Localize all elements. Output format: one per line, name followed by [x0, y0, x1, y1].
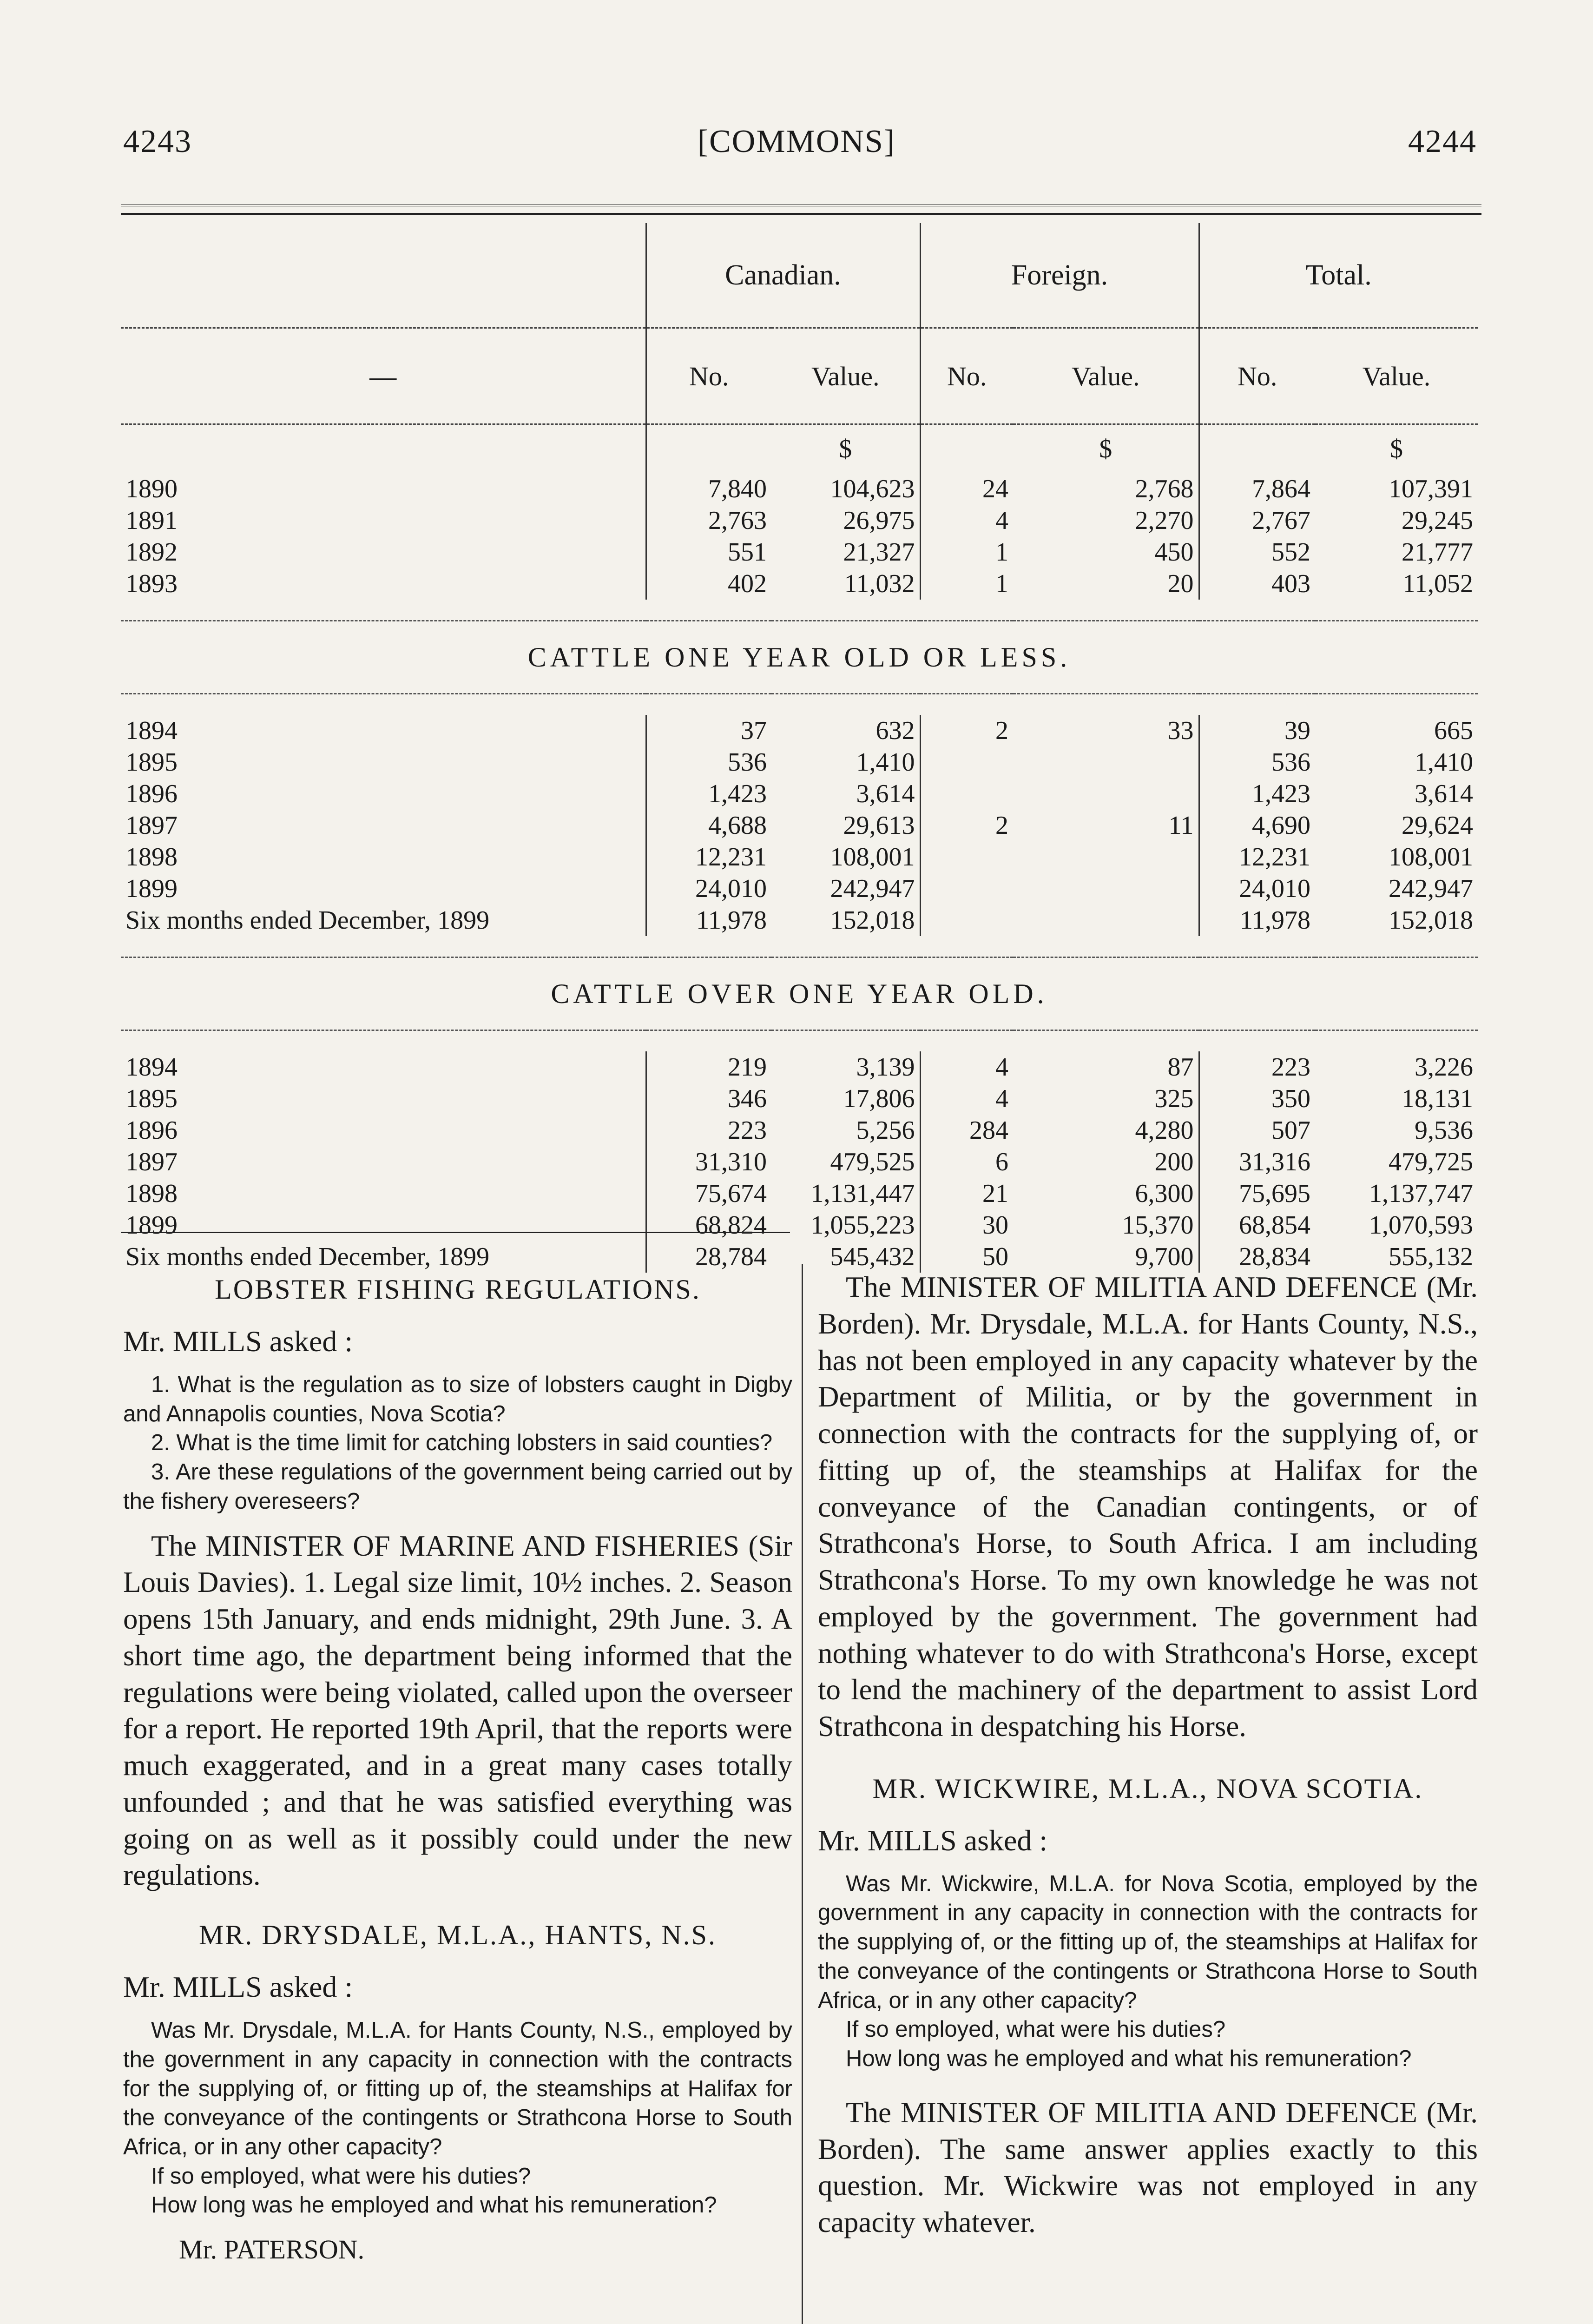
table-cell: 24,010: [646, 873, 771, 905]
table-cell: 1,131,447: [810, 1179, 915, 1208]
table-cell: 30: [920, 1209, 1013, 1241]
right-column: [818, 1255, 1478, 2241]
table-cell: 31,316: [1199, 1146, 1315, 1178]
row-label: Six months ended December, 1899: [125, 906, 490, 935]
table-cell: 11: [1168, 811, 1194, 840]
table-cell: 11,032: [844, 569, 915, 598]
table-cell: 20: [1167, 569, 1194, 598]
table-cell: 37: [646, 715, 771, 746]
table-cell: 75,674: [646, 1178, 771, 1209]
table-cell: 75,695: [1199, 1178, 1315, 1209]
table-row: [121, 778, 1478, 810]
table-cell: 4,280: [1135, 1116, 1194, 1145]
table-cell: 223: [646, 1115, 771, 1146]
table-cell: 7,840: [646, 473, 771, 505]
table-cell: 68,824: [646, 1209, 771, 1241]
table-cell: [1013, 778, 1199, 810]
table-cell: 6,300: [1135, 1179, 1194, 1208]
table-cell: 552: [1199, 536, 1315, 568]
table-cell: 1,423: [646, 778, 771, 810]
table-cell: 24: [920, 473, 1013, 505]
page-number-left: 4243: [123, 124, 192, 159]
left-column: [123, 1255, 792, 2277]
table-cell: 107,391: [1389, 475, 1473, 503]
table-cell: 2,767: [1199, 505, 1315, 536]
table-cell: 104,623: [830, 475, 915, 503]
table-row: [121, 1051, 1478, 1083]
table-cell: 507: [1199, 1115, 1315, 1146]
table-row: [121, 715, 1478, 746]
table-cell: 632: [875, 716, 915, 745]
table-cell: 29,624: [1402, 811, 1473, 840]
row-label: 1895: [125, 1084, 178, 1113]
row-label: 1899: [125, 1211, 178, 1240]
table-cell: 7,864: [1199, 473, 1315, 505]
table-cell: 1,410: [856, 748, 915, 777]
table-cell: 325: [1154, 1084, 1194, 1113]
question-wickwire-1: Was Mr. Wickwire, M.L.A. for Nova Scotia, employed by the government in any capacity in connection with the contracts for the supplying of, or the fitting up of, the steamships at Halifax for the conveyance of the contingents or Strathcona Horse to South Africa, or in any other capacity?: [818, 1871, 1478, 2013]
table-cell: [920, 873, 1013, 905]
table-cell: 350: [1199, 1083, 1315, 1115]
table-cell: 4: [920, 1051, 1013, 1083]
cattle-import-table: [121, 223, 1478, 1273]
table-row: [121, 1115, 1478, 1146]
table-cell: 68,854: [1199, 1209, 1315, 1241]
table-cell: 4,688: [646, 810, 771, 841]
table-cell: 1: [920, 536, 1013, 568]
militia-answer-wickwire: The MINISTER OF MILITIA AND DEFENCE (Mr. Borden). The same answer applies exactly to this question. Mr. Wickwire was not employed in any capacity whatever.: [818, 2096, 1478, 2239]
foreign-header: Foreign.: [920, 223, 1199, 328]
table-row: [121, 473, 1478, 505]
table-cell: 2,270: [1135, 506, 1194, 535]
table-cell: 200: [1154, 1148, 1194, 1176]
table-cell: 284: [920, 1115, 1013, 1146]
table-cell: [1013, 746, 1199, 778]
table-row: [121, 536, 1478, 568]
currency-mark: $: [1390, 435, 1403, 463]
table-cell: 108,001: [830, 843, 915, 872]
table-cell: 665: [1434, 716, 1473, 745]
table-row: [121, 905, 1478, 936]
spacer-row: [121, 694, 1478, 715]
row-label: 1895: [125, 748, 178, 777]
table-cell: 152,018: [830, 906, 915, 935]
table-cell: 15,370: [1122, 1211, 1194, 1240]
row-label: 1894: [125, 716, 178, 745]
table-cell: [1013, 841, 1199, 873]
table-cell: 28,834: [1199, 1241, 1315, 1273]
table-sub-header: [121, 328, 1478, 424]
table-cell: 450: [1154, 538, 1194, 567]
table-row: [121, 568, 1478, 600]
question-wickwire-2: If so employed, what were his duties?: [846, 2017, 1226, 2042]
table-cell: 31,310: [646, 1146, 771, 1178]
table-cell: [920, 841, 1013, 873]
wickwire-questions: [818, 1869, 1478, 2073]
table-cell: 11,052: [1402, 569, 1473, 598]
table-cell: 4: [920, 505, 1013, 536]
row-label: 1898: [125, 843, 178, 872]
table-cell: 402: [646, 568, 771, 600]
table-cell: 3,614: [856, 779, 915, 808]
question-1: 1. What is the regulation as to size of lobsters caught in Digby and Annapolis counties, Nova Scotia?: [123, 1372, 792, 1426]
table-cell: 11,978: [646, 905, 771, 936]
table-cell: 21,777: [1402, 538, 1473, 567]
table-group-header: [121, 223, 1478, 328]
row-label: 1892: [125, 538, 178, 567]
section-older-cattle-title: CATTLE OVER ONE YEAR OLD.: [121, 957, 1478, 1030]
table-cell: 4: [920, 1083, 1013, 1115]
table-cell: 152,018: [1389, 906, 1473, 935]
row-label: 1897: [125, 811, 178, 840]
table-row: [121, 746, 1478, 778]
total-header: Total.: [1199, 223, 1478, 328]
table-cell: 24,010: [1199, 873, 1315, 905]
table-cell: 3,614: [1415, 779, 1473, 808]
question-drysdale-3: How long was he employed and what his remuneration?: [151, 2192, 717, 2218]
table-cell: 479,525: [830, 1148, 915, 1176]
spacer-row: [121, 1030, 1478, 1052]
table-cell: 26,975: [843, 506, 915, 535]
table-cell: [920, 778, 1013, 810]
table-cell: 1,055,223: [810, 1211, 915, 1240]
table-cell: 29,613: [843, 811, 915, 840]
row-label: 1896: [125, 1116, 178, 1145]
table-cell: 5,256: [856, 1116, 915, 1145]
table-cell: 1,137,747: [1369, 1179, 1473, 1208]
canadian-header: Canadian.: [646, 223, 920, 328]
sub-header-no: No.: [646, 328, 771, 424]
table-cell: 11,978: [1199, 905, 1315, 936]
table-cell: 39: [1199, 715, 1315, 746]
row-label: 1897: [125, 1148, 178, 1176]
question-2: 2. What is the time limit for catching lobsters in said counties?: [151, 1430, 773, 1456]
wickwire-heading: MR. WICKWIRE, M.L.A., NOVA SCOTIA.: [872, 1773, 1423, 1804]
table-cell: 1,423: [1199, 778, 1315, 810]
table-cell: [1013, 905, 1199, 936]
sub-header-value: Value.: [1315, 328, 1478, 424]
table-cell: 4,690: [1199, 810, 1315, 841]
table-row: [121, 1209, 1478, 1241]
table-cell: 2,763: [646, 505, 771, 536]
table-cell: 6: [920, 1146, 1013, 1178]
table-cell: 223: [1199, 1051, 1315, 1083]
table-cell: 1,070,593: [1369, 1211, 1473, 1240]
marine-answer: The MINISTER OF MARINE AND FISHERIES (Sir Louis Davies). 1. Legal size limit, 10½ inches. 2. Season opens 15th January, and ends midnight, 29th June. 3. A short time ago, the department being informed that the regulations were being violated, called upon the overseer for a report. He reported 19th April, that the reports were much exaggerated, and in a great many cases totally unfounded ; and that he was satisfied everything was going on as well as it possibly could under the new regulations.: [123, 1529, 792, 1892]
row-label: 1896: [125, 779, 178, 808]
dash-cell: —: [121, 328, 646, 424]
table-row: [121, 1146, 1478, 1178]
table-cell: 21,327: [843, 538, 915, 567]
column-top-rule: [121, 1232, 790, 1233]
table-cell: 29,245: [1402, 506, 1473, 535]
row-label: 1894: [125, 1053, 178, 1082]
question-drysdale-2: If so employed, what were his duties?: [151, 2163, 531, 2189]
table-cell: 1,410: [1415, 748, 1473, 777]
table-cell: 12,231: [1199, 841, 1315, 873]
table-cell: 9,536: [1415, 1116, 1473, 1145]
militia-answer-drysdale: The MINISTER OF MILITIA AND DEFENCE (Mr. Borden). Mr. Drysdale, M.L.A. for Hants County, N.S., has not been employed in any capacity whatever by the Department of Militia, or by the government in connection with the contracts for the supplying of, or fitting up of, the steamships at Halifax for the conveyance of the Canadian contingents, or of Strathcona's Horse, to South Africa. I am including Strathcona's Horse. To my own knowledge he was not employed by the government. The government had nothing whatever to do with Strathcona's Horse, except to lend the machinery of the department to assist Lord Strathcona in despatching his Horse.: [818, 1271, 1478, 1743]
table-cell: 536: [646, 746, 771, 778]
table-cell: 1: [920, 568, 1013, 600]
question-wickwire-3: How long was he employed and what his remuneration?: [846, 2046, 1412, 2072]
sub-header-value: Value.: [1013, 328, 1199, 424]
table-cell: 2: [920, 810, 1013, 841]
mills-asked: Mr. MILLS asked :: [818, 1823, 1048, 1857]
table-cell: [920, 905, 1013, 936]
page-number-right: 4244: [1408, 124, 1477, 159]
table-cell: 17,806: [843, 1084, 915, 1113]
table-cell: 545,432: [830, 1242, 915, 1271]
table-row: [121, 810, 1478, 841]
table-cell: 536: [1199, 746, 1315, 778]
table-cell: [1013, 873, 1199, 905]
table-cell: 108,001: [1389, 843, 1473, 872]
question-drysdale-1: Was Mr. Drysdale, M.L.A. for Hants County, N.S., employed by the government in any capacity in connection with the contracts for the supplying of, or fitting up of, the steamships at Halifax for the conveyance of the contingents or Strathcona Horse to South Africa, or in any other capacity?: [123, 2018, 792, 2159]
table-cell: 242,947: [1389, 874, 1473, 903]
table-cell: 18,131: [1402, 1084, 1473, 1113]
mills-asked: Mr. MILLS asked :: [123, 1325, 353, 1358]
table-cell: [920, 746, 1013, 778]
table-cell: 50: [920, 1241, 1013, 1273]
drysdale-questions: [123, 2016, 792, 2220]
drysdale-heading: MR. DRYSDALE, M.L.A., HANTS, N.S.: [198, 1920, 717, 1951]
section-young-cattle-title: CATTLE ONE YEAR OLD OR LESS.: [121, 621, 1478, 694]
row-label: 1890: [125, 475, 178, 503]
speaker-paterson: Mr. PATERSON.: [179, 2234, 365, 2265]
sub-header-value: Value.: [771, 328, 920, 424]
sub-header-no: No.: [1199, 328, 1315, 424]
table-cell: 479,725: [1389, 1148, 1473, 1176]
lobster-questions: [123, 1370, 792, 1516]
sub-header-no: No.: [920, 328, 1013, 424]
table-cell: 242,947: [830, 874, 915, 903]
row-label: 1898: [125, 1179, 178, 1208]
mills-asked: Mr. MILLS asked :: [123, 1970, 353, 2004]
table-cell: 346: [646, 1083, 771, 1115]
table-row: [121, 505, 1478, 536]
row-label: 1893: [125, 569, 178, 598]
table-row: [121, 1178, 1478, 1209]
row-label: 1899: [125, 874, 178, 903]
table-cell: 33: [1167, 716, 1194, 745]
table-cell: 87: [1167, 1053, 1194, 1082]
table-cell: 3,226: [1415, 1053, 1473, 1082]
section-older-cattle: [121, 957, 1478, 1030]
lobster-heading: LOBSTER FISHING REGULATIONS.: [215, 1274, 701, 1305]
table-row: [121, 841, 1478, 873]
section-young-cattle: [121, 621, 1478, 694]
spacer-row: [121, 936, 1478, 957]
currency-mark: $: [1099, 435, 1112, 463]
table-row: [121, 873, 1478, 905]
page-title: [COMMONS]: [697, 124, 896, 159]
table-cell: 21: [920, 1178, 1013, 1209]
row-label: Six months ended December, 1899: [125, 1242, 490, 1271]
table-cell: 555,132: [1389, 1242, 1473, 1271]
table-cell: 403: [1199, 568, 1315, 600]
column-divider: [802, 1264, 803, 2324]
currency-row: [121, 424, 1478, 474]
question-3: 3. Are these regulations of the government being carried out by the fishery overeseers?: [123, 1459, 792, 1514]
spacer-row: [121, 600, 1478, 621]
row-label: 1891: [125, 506, 178, 535]
table-cell: 2,768: [1135, 475, 1194, 503]
currency-mark: $: [839, 435, 852, 463]
table-cell: 551: [646, 536, 771, 568]
table-cell: 219: [646, 1051, 771, 1083]
table-blank-header: [121, 223, 646, 328]
table-cell: 28,784: [646, 1241, 771, 1273]
table-cell: 12,231: [646, 841, 771, 873]
table-row: [121, 1083, 1478, 1115]
table-cell: 2: [920, 715, 1013, 746]
table-cell: 9,700: [1135, 1242, 1194, 1271]
table-cell: 3,139: [856, 1053, 915, 1082]
top-rule: [121, 205, 1481, 215]
